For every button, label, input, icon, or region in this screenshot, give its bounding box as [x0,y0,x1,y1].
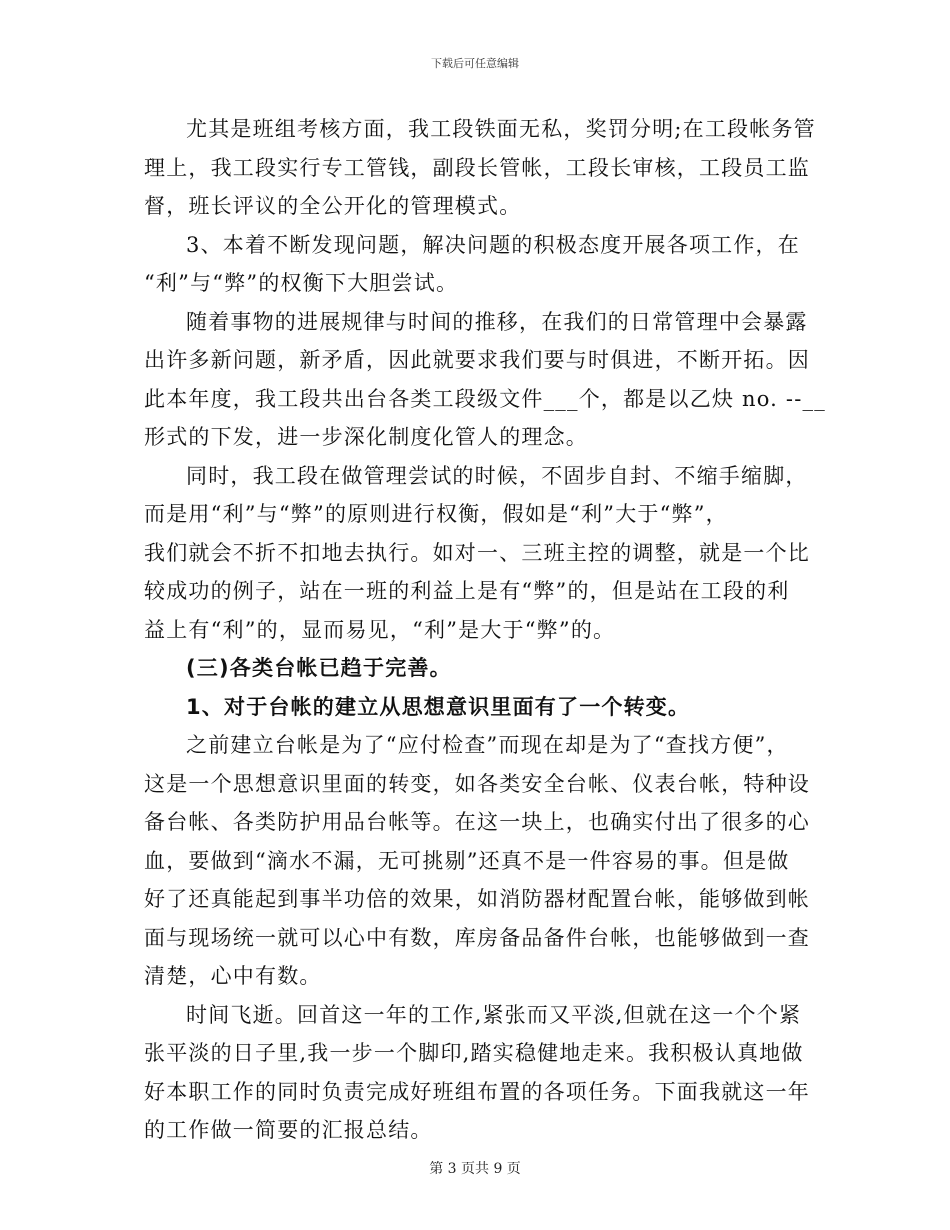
text-line: 较成功的例子，站在一班的利益上是有“弊”的，但是站在工段的利 [144,579,790,603]
text-line: 我们就会不折不扣地去执行。如对一、三班主控的调整，就是一个比 [144,540,810,565]
text-line: 清楚，心中有数。 [144,964,322,988]
text-line: 之前建立台帐是为了“应付检查”而现在却是为了“查找方便”， [186,733,789,757]
text-line: 血，要做到“滴水不漏，无可挑剔”还真不是一件容易的事。但是做 [144,848,790,873]
subsection-heading [144,688,808,727]
text-line: 的工作做一简要的汇报总结。 [144,1118,433,1142]
text-line: 好了还真能起到事半功倍的效果，如消防器材配置台帐，能够做到帐 [144,887,810,911]
text-line: 理上，我工段实行专工管钱，副段长管帐，工段长审核，工段员工监 [144,155,810,180]
text-line: 1、对于台帐的建立从思想意识里面有了一个转变。 [186,694,691,719]
paragraph [144,726,808,996]
text-line: 备台帐、各类防护用品台帐等。在这一块上，也确实付出了很多的心 [144,810,810,834]
text-line: 同时，我工段在做管理尝试的时候，不固步自封、不缩手缩脚， [186,463,808,488]
text-line: 形式的下发，进一步深化制度化管人的理念。 [144,425,588,449]
paragraph [144,110,816,226]
paragraph [144,226,808,303]
text-line: 益上有“利”的，显而易见，“利”是大于“弊”的。 [144,617,616,642]
section-heading [144,649,808,688]
text-line: 而是用“利”与“弊”的原则进行权衡，假如是“利”大于“弊”， [144,502,728,526]
text-line: 这是一个思想意识里面的转变，如各类安全台帐、仪表台帐，特种设 [144,771,810,796]
text-line: 尤其是班组考核方面，我工段铁面无私，奖罚分明;在工段帐务管 [186,117,816,141]
page-header: 下载后可任意编辑 [431,57,519,70]
text-line: 此本年度，我工段共出台各类工段级文件___个，都是以乙炔 no. --__ [144,386,826,411]
text-line: 张平淡的日子里,我一步一个脚印,踏实稳健地走来。我积极认真地做 [144,1041,804,1065]
paragraph [144,996,808,1150]
paragraph [144,303,826,457]
paragraph [144,457,808,650]
text-line: 3、本着不断发现问题，解决问题的积极态度开展各项工作，在 [186,232,800,257]
text-line: 时间飞逝。回首这一年的工作,紧张而又平淡,但就在这一个个紧 [186,1002,802,1027]
text-line: 面与现场统一就可以心中有数，库房备品备件台帐，也能够做到一查 [144,925,810,950]
text-line: 出许多新问题，新矛盾，因此就要求我们要与时俱进，不断开拓。因 [144,348,810,372]
document-body [144,110,826,1150]
text-line: 好本职工作的同时负责完成好班组布置的各项任务。下面我就这一年 [144,1079,810,1104]
text-line: “利”与“弊”的权衡下大胆尝试。 [144,271,459,295]
page-footer: 第 3 页共 9 页 [429,1161,521,1177]
text-line: 督，班长评议的全公开化的管理模式。 [144,194,522,218]
text-line: 随着事物的进展规律与时间的推移，在我们的日常管理中会暴露 [186,309,808,334]
text-line: (三)各类台帐已趋于完善。 [186,656,452,680]
